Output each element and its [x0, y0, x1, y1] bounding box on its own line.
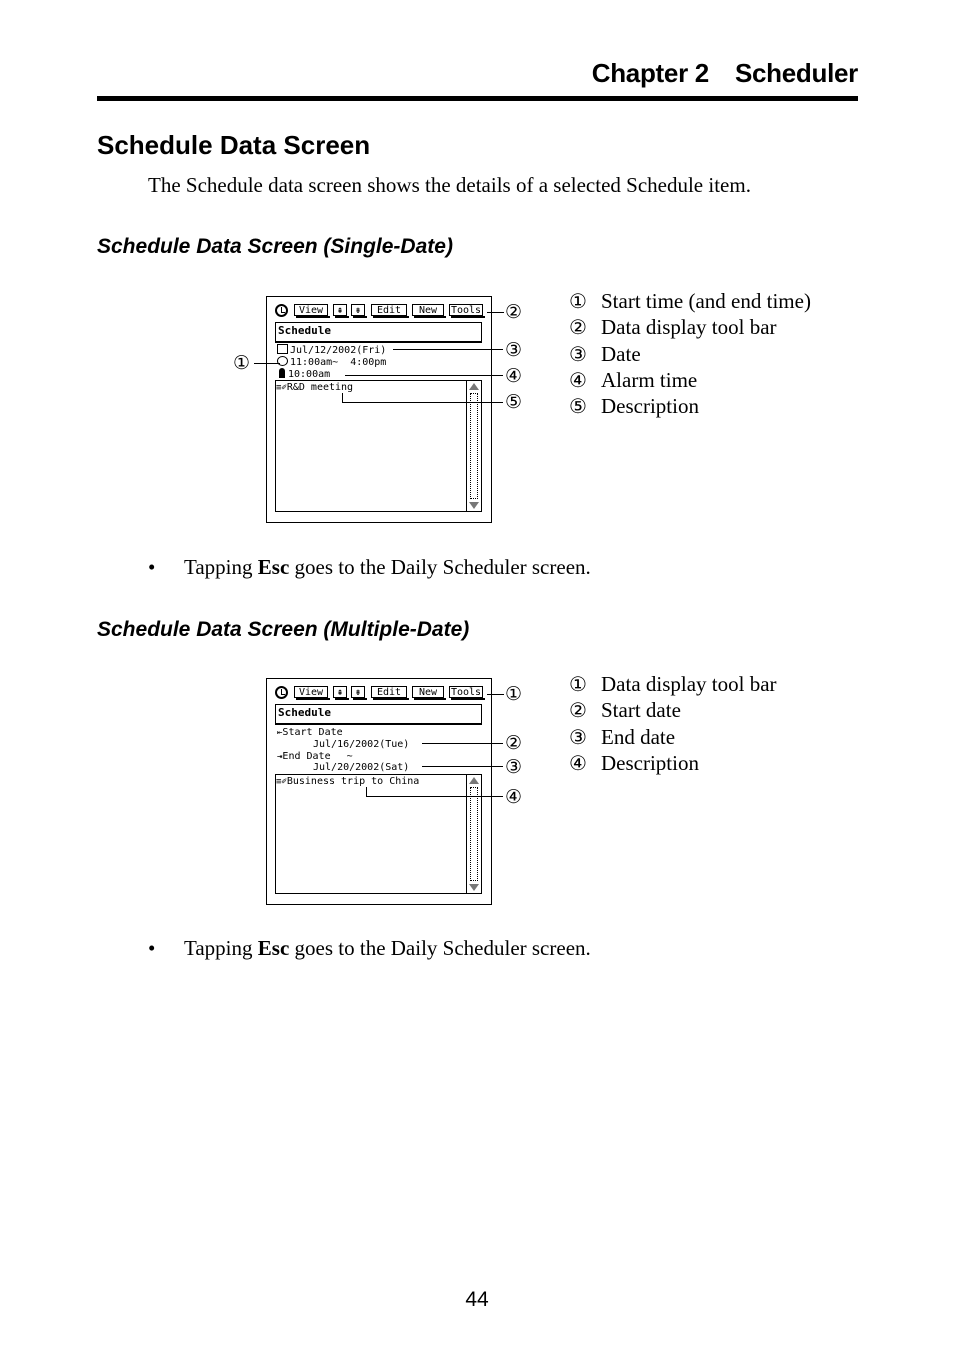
callout-3: ③: [505, 756, 523, 778]
screen-title: Schedule: [275, 322, 482, 341]
title-separator: [275, 341, 482, 343]
legend-multiple: [569, 671, 777, 776]
screen-title: Schedule: [275, 704, 482, 723]
clock-icon[interactable]: [275, 304, 288, 317]
legend-single: [569, 288, 811, 419]
leader-line: [422, 743, 503, 744]
chapter-section: Scheduler: [734, 58, 858, 88]
start-date-label: Start Date: [282, 727, 343, 738]
legend-item: ④ Alarm time: [569, 367, 698, 392]
subheading-single-date: Schedule Data Screen (Single-Date): [97, 235, 453, 258]
view-button[interactable]: View: [294, 686, 328, 698]
description-box[interactable]: [275, 774, 482, 894]
new-button[interactable]: New: [412, 304, 444, 316]
page-up-button[interactable]: ⇞: [333, 686, 347, 698]
legend-item: ⑤ Description: [569, 394, 699, 419]
new-button[interactable]: New: [412, 686, 444, 698]
legend-item: ② Data display tool bar: [569, 315, 777, 340]
leader-line: [393, 349, 503, 350]
leader-line: [342, 402, 503, 403]
view-button[interactable]: View: [294, 304, 328, 316]
chapter-header: [592, 58, 858, 89]
calendar-icon: [277, 344, 288, 354]
scroll-up-arrow-icon[interactable]: [469, 777, 479, 784]
callout-1: ①: [505, 683, 523, 705]
legend-item: ④ Description: [569, 750, 699, 775]
scroll-up-arrow-icon[interactable]: [469, 383, 479, 390]
callout-5: ⑤: [505, 391, 523, 413]
callout-4: ④: [505, 365, 523, 387]
bullet-single: • Tapping Esc goes to the Daily Scheduler screen.: [148, 555, 591, 579]
edit-button[interactable]: Edit: [371, 686, 407, 698]
legend-item: ① Start time (and end time): [569, 289, 811, 313]
legend-item: ③ Date: [569, 341, 641, 366]
callout-3: ③: [505, 339, 523, 361]
time-clock-icon: [277, 356, 288, 366]
clock-icon[interactable]: [275, 686, 288, 699]
memo-icon: ≡✐: [276, 777, 287, 787]
memo-icon: ≡✐: [276, 383, 287, 393]
scrollbar[interactable]: [466, 775, 481, 893]
leader-line: [254, 363, 280, 364]
date-line[interactable]: [277, 344, 386, 356]
start-arrow-icon: ⇤: [277, 728, 283, 738]
subheading-multiple-date: Schedule Data Screen (Multiple-Date): [97, 618, 470, 641]
callout-2: ②: [505, 732, 523, 754]
legend-item: ② Start date: [569, 698, 681, 723]
edit-button[interactable]: Edit: [371, 304, 407, 316]
bell-icon: [279, 368, 285, 378]
tools-button[interactable]: Tools: [450, 687, 482, 698]
end-date-label: End Date: [282, 751, 331, 762]
date-value: Jul/12/2002(Fri): [290, 345, 387, 356]
scroll-down-arrow-icon[interactable]: [469, 884, 479, 891]
description-value: R&D meeting: [286, 382, 354, 393]
legend-item: ① Data display tool bar: [569, 672, 777, 696]
header-rule: [97, 96, 858, 101]
time-value: 11:00am~ 4:00pm: [290, 357, 387, 368]
legend-item: ③ End date: [569, 724, 676, 749]
esc-key-label: Esc: [257, 555, 290, 579]
leader-line: [366, 796, 503, 797]
leader-line: [487, 694, 504, 695]
page-down-button[interactable]: ⇟: [351, 686, 365, 698]
leader-line: [345, 375, 503, 376]
start-date-value[interactable]: Jul/16/2002(Tue): [313, 739, 410, 750]
device-screen-multiple: [266, 678, 492, 905]
device-screen-single: [266, 296, 492, 523]
page-number: 44: [465, 1288, 489, 1311]
chapter-label: Chapter 2: [591, 58, 709, 88]
end-arrow-icon: ⇥: [277, 752, 283, 762]
start-date-label-line[interactable]: [277, 727, 343, 739]
callout-4: ④: [505, 786, 523, 808]
scroll-track[interactable]: [470, 787, 478, 881]
leader-line: [487, 312, 504, 313]
tools-button[interactable]: Tools: [450, 305, 482, 316]
page-down-button[interactable]: ⇟: [351, 304, 365, 316]
scroll-track[interactable]: [470, 393, 478, 499]
description-box[interactable]: [275, 380, 482, 512]
callout-1: ①: [233, 352, 251, 374]
scroll-down-arrow-icon[interactable]: [469, 502, 479, 509]
callout-2: ②: [505, 301, 523, 323]
scrollbar[interactable]: [466, 381, 481, 511]
time-line[interactable]: [277, 356, 386, 368]
leader-line: [422, 766, 503, 767]
end-date-value[interactable]: Jul/20/2002(Sat): [313, 762, 410, 773]
esc-key-label: Esc: [257, 936, 290, 960]
title-separator: [275, 723, 482, 725]
page-up-button[interactable]: ⇞: [333, 304, 347, 316]
section-heading: Schedule Data Screen: [97, 130, 371, 160]
bullet-multiple: • Tapping Esc goes to the Daily Scheduler screen.: [148, 936, 591, 960]
alarm-value: 10:00am: [288, 369, 331, 380]
description-value: Business trip to China: [286, 776, 420, 787]
intro-paragraph: The Schedule data screen shows the details of a selected Schedule item.: [148, 173, 751, 197]
tilde: ~: [346, 751, 353, 762]
alarm-line[interactable]: [277, 368, 330, 380]
